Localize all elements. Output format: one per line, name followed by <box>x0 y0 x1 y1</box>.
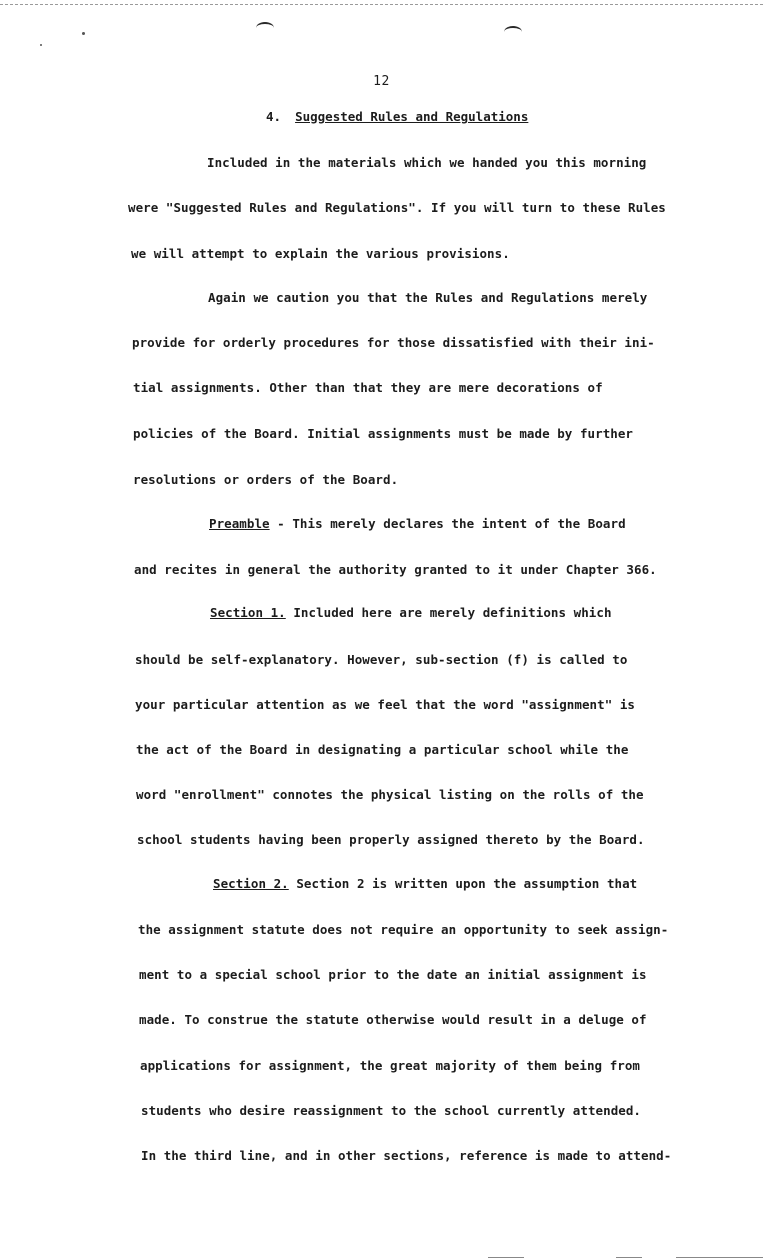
bottom-edge-marks <box>0 1252 763 1258</box>
text-span: - This merely declares the intent of the Board <box>269 516 626 531</box>
text-line: word "enrollment" connotes the physical listing on the rolls of the <box>136 787 644 802</box>
text-line: resolutions or orders of the Board. <box>133 472 399 487</box>
text-line: ment to a special school prior to the date an initial assignment is <box>139 967 647 982</box>
text-line: should be self-explanatory. However, sub-section (f) is called to <box>135 652 628 667</box>
text-line: were "Suggested Rules and Regulations". If you will turn to these Rules <box>128 200 666 215</box>
text-line: the act of the Board in designating a particular school while the <box>136 742 629 757</box>
text-line: we will attempt to explain the various provisions. <box>131 246 510 261</box>
text-line: and recites in general the authority granted to it under Chapter 366. <box>134 562 657 577</box>
top-edge-dashes <box>0 4 763 5</box>
preamble-label: Preamble <box>209 516 270 531</box>
speck <box>82 32 85 35</box>
text-line <box>213 876 637 891</box>
text-line: applications for assignment, the great majority of them being from <box>140 1058 640 1073</box>
text-line: In the third line, and in other sections, reference is made to attend- <box>141 1148 672 1163</box>
punch-hole-right <box>504 26 522 38</box>
text-span: Section 2 is written upon the assumption that <box>288 876 638 891</box>
text-line: students who desire reassignment to the school currently attended. <box>141 1103 641 1118</box>
section-1-label: Section 1. <box>210 605 286 620</box>
text-line: Again we caution you that the Rules and Regulations merely <box>208 290 648 305</box>
text-line: your particular attention as we feel that the word "assignment" is <box>135 697 635 712</box>
text-span: Included here are merely definitions which <box>285 605 612 620</box>
text-line: tial assignments. Other than that they are mere decorations of <box>133 380 603 395</box>
text-line <box>209 516 626 531</box>
text-line: provide for orderly procedures for those dissatisfied with their ini- <box>132 335 655 350</box>
heading-title: Suggested Rules and Regulations <box>295 109 529 124</box>
text-line: the assignment statute does not require an opportunity to seek assign- <box>138 922 669 937</box>
speck <box>40 44 42 46</box>
section-heading <box>266 109 528 124</box>
text-line: school students having been properly assigned thereto by the Board. <box>137 832 645 847</box>
heading-number: 4. <box>266 109 282 124</box>
text-line: policies of the Board. Initial assignments must be made by further <box>133 426 633 441</box>
punch-hole-left <box>256 22 274 34</box>
page-number: 12 <box>373 74 390 89</box>
text-line <box>210 605 612 620</box>
section-2-label: Section 2. <box>213 876 289 891</box>
text-line: made. To construe the statute otherwise would result in a deluge of <box>139 1012 647 1027</box>
text-line: Included in the materials which we handed you this morning <box>207 155 647 170</box>
